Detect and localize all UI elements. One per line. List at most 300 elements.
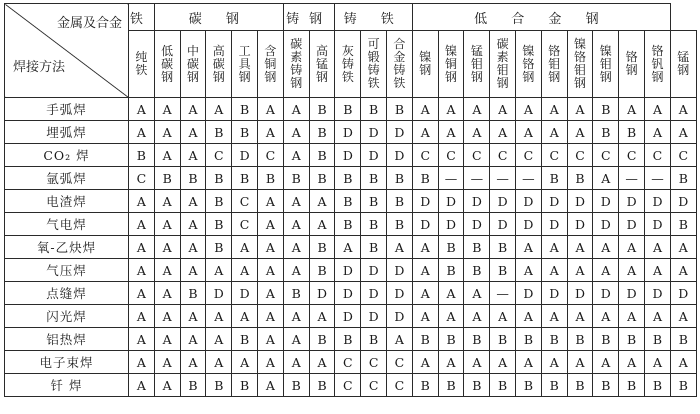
rating-cell: B <box>464 374 490 397</box>
rating-cell: C <box>361 374 387 397</box>
corner-metals-label: 金属及合金 <box>56 16 122 31</box>
rating-cell: A <box>387 236 413 259</box>
rating-cell: A <box>541 121 567 144</box>
rating-cell: — <box>619 167 645 190</box>
rating-cell: A <box>206 351 232 374</box>
rating-cell: A <box>283 351 309 374</box>
rating-cell: A <box>593 167 619 190</box>
column-header-label: 镍钢 <box>419 50 432 77</box>
rating-cell: B <box>232 121 258 144</box>
rating-cell: A <box>670 236 696 259</box>
rating-cell: B <box>412 328 438 351</box>
rating-cell: A <box>516 305 542 328</box>
rating-cell: D <box>567 190 593 213</box>
rating-cell: A <box>283 328 309 351</box>
rating-cell: A <box>490 305 516 328</box>
rating-cell: C <box>335 374 361 397</box>
rating-cell: D <box>516 213 542 236</box>
rating-cell: A <box>154 236 180 259</box>
rating-cell: A <box>490 351 516 374</box>
rating-cell: A <box>670 305 696 328</box>
rating-cell: A <box>257 236 283 259</box>
column-header <box>490 31 516 98</box>
column-header <box>541 31 567 98</box>
column-header <box>206 31 232 98</box>
rating-cell: A <box>619 351 645 374</box>
rating-cell: B <box>593 374 619 397</box>
corner-header <box>5 4 129 98</box>
welding-method-label: 电子束焊 <box>5 351 129 374</box>
rating-cell: B <box>361 328 387 351</box>
rating-cell: B <box>232 328 258 351</box>
table-row <box>5 144 697 167</box>
rating-cell: A <box>232 259 258 282</box>
rating-cell: A <box>206 305 232 328</box>
rating-cell: A <box>619 236 645 259</box>
rating-cell: B <box>361 167 387 190</box>
group-header: 碳 钢 <box>154 4 283 31</box>
rating-cell: A <box>129 351 155 374</box>
table-row <box>5 328 697 351</box>
table-row <box>5 305 697 328</box>
rating-cell: D <box>335 305 361 328</box>
rating-cell: B <box>232 374 258 397</box>
rating-cell: A <box>438 351 464 374</box>
column-header <box>309 31 335 98</box>
column-header-label: 镍铜钢 <box>445 43 458 84</box>
rating-cell: B <box>206 190 232 213</box>
rating-cell: B <box>309 328 335 351</box>
rating-cell: B <box>619 121 645 144</box>
rating-cell: A <box>516 121 542 144</box>
rating-cell: A <box>180 259 206 282</box>
rating-cell: A <box>154 351 180 374</box>
rating-cell: A <box>567 121 593 144</box>
rating-cell: D <box>361 144 387 167</box>
rating-cell: A <box>129 259 155 282</box>
rating-cell: A <box>438 121 464 144</box>
rating-cell: A <box>180 144 206 167</box>
rating-cell: B <box>593 98 619 121</box>
rating-cell: A <box>490 121 516 144</box>
rating-cell: A <box>541 351 567 374</box>
rating-cell: B <box>670 167 696 190</box>
column-header-label: 镍钼钢 <box>599 43 612 84</box>
rating-cell: B <box>180 374 206 397</box>
rating-cell: B <box>593 328 619 351</box>
table-row <box>5 236 697 259</box>
rating-cell: B <box>361 98 387 121</box>
rating-cell: A <box>516 351 542 374</box>
column-header <box>257 31 283 98</box>
rating-cell: B <box>438 236 464 259</box>
column-header <box>180 31 206 98</box>
rating-cell: A <box>129 328 155 351</box>
welding-method-label: 手弧焊 <box>5 98 129 121</box>
rating-cell: A <box>257 190 283 213</box>
rating-cell: — <box>490 167 516 190</box>
rating-cell: A <box>335 236 361 259</box>
table-row <box>5 121 697 144</box>
rating-cell: A <box>541 236 567 259</box>
rating-cell: A <box>154 98 180 121</box>
rating-cell: A <box>464 305 490 328</box>
group-header: 铁 <box>129 4 155 31</box>
rating-cell: B <box>645 374 671 397</box>
rating-cell: B <box>309 259 335 282</box>
rating-cell: B <box>180 282 206 305</box>
rating-cell: B <box>593 121 619 144</box>
rating-cell: D <box>541 213 567 236</box>
rating-cell: A <box>129 190 155 213</box>
rating-cell: B <box>361 236 387 259</box>
rating-cell: B <box>541 374 567 397</box>
rating-cell: A <box>257 305 283 328</box>
rating-cell: A <box>154 282 180 305</box>
rating-cell: A <box>257 351 283 374</box>
rating-cell: A <box>129 282 155 305</box>
rating-cell: A <box>541 305 567 328</box>
rating-cell: B <box>361 213 387 236</box>
rating-cell: A <box>232 305 258 328</box>
column-header-label: 碳素铸钢 <box>290 37 303 90</box>
rating-cell: C <box>206 144 232 167</box>
table-row <box>5 213 697 236</box>
rating-cell: — <box>516 167 542 190</box>
rating-cell: A <box>464 121 490 144</box>
rating-cell: B <box>464 259 490 282</box>
column-header-label: 锰钼钢 <box>470 43 483 84</box>
rating-cell: D <box>412 190 438 213</box>
rating-cell: D <box>593 213 619 236</box>
rating-cell: A <box>309 351 335 374</box>
column-header <box>283 31 309 98</box>
rating-cell: A <box>283 259 309 282</box>
rating-cell: A <box>283 213 309 236</box>
table-row <box>5 282 697 305</box>
column-header <box>129 31 155 98</box>
rating-cell: B <box>412 374 438 397</box>
rating-cell: A <box>619 305 645 328</box>
rating-cell: — <box>490 282 516 305</box>
rating-cell: A <box>180 190 206 213</box>
group-header: 铸钢 <box>283 4 335 31</box>
rating-cell: C <box>645 144 671 167</box>
rating-cell: D <box>670 190 696 213</box>
rating-cell: C <box>464 144 490 167</box>
rating-cell: D <box>387 121 413 144</box>
rating-cell: A <box>309 213 335 236</box>
rating-cell: D <box>541 190 567 213</box>
column-header <box>361 31 387 98</box>
column-header-label: 低碳钢 <box>161 43 174 84</box>
rating-cell: A <box>412 98 438 121</box>
rating-cell: C <box>567 144 593 167</box>
column-header-label: 铬钼钢 <box>548 43 561 84</box>
rating-cell: A <box>129 305 155 328</box>
rating-cell: B <box>387 190 413 213</box>
rating-cell: A <box>129 236 155 259</box>
column-header-label: 可锻铸铁 <box>367 37 380 90</box>
rating-cell: B <box>412 167 438 190</box>
rating-cell: B <box>670 213 696 236</box>
rating-cell: A <box>180 328 206 351</box>
rating-cell: A <box>567 351 593 374</box>
rating-cell: A <box>387 328 413 351</box>
rating-cell: D <box>645 190 671 213</box>
rating-cell: D <box>361 282 387 305</box>
rating-cell: D <box>335 121 361 144</box>
rating-cell: A <box>283 305 309 328</box>
column-header <box>593 31 619 98</box>
rating-cell: B <box>335 213 361 236</box>
rating-cell: A <box>541 259 567 282</box>
rating-cell: A <box>154 328 180 351</box>
rating-cell: D <box>464 190 490 213</box>
rating-cell: A <box>619 98 645 121</box>
rating-cell: D <box>567 213 593 236</box>
column-header <box>619 31 645 98</box>
rating-cell: C <box>232 190 258 213</box>
rating-cell: D <box>232 282 258 305</box>
rating-cell: B <box>283 282 309 305</box>
rating-cell: A <box>670 351 696 374</box>
rating-cell: B <box>335 167 361 190</box>
rating-cell: A <box>257 98 283 121</box>
table-row <box>5 351 697 374</box>
column-header-label: 锰钢 <box>677 50 690 77</box>
rating-cell: A <box>180 213 206 236</box>
rating-cell: A <box>593 305 619 328</box>
rating-cell: A <box>257 259 283 282</box>
rating-cell: A <box>283 190 309 213</box>
rating-cell: C <box>619 144 645 167</box>
column-header-label: 高碳钢 <box>212 43 225 84</box>
rating-cell: B <box>387 98 413 121</box>
rating-cell: D <box>361 305 387 328</box>
rating-cell: B <box>361 190 387 213</box>
table-body <box>5 98 697 397</box>
column-header <box>154 31 180 98</box>
rating-cell: A <box>129 213 155 236</box>
rating-cell: A <box>180 305 206 328</box>
rating-cell: D <box>516 282 542 305</box>
rating-cell: B <box>670 374 696 397</box>
rating-cell: A <box>670 121 696 144</box>
rating-cell: A <box>180 236 206 259</box>
rating-cell: A <box>438 98 464 121</box>
rating-cell: C <box>129 167 155 190</box>
rating-cell: A <box>645 305 671 328</box>
column-header <box>387 31 413 98</box>
rating-cell: A <box>257 374 283 397</box>
rating-cell: C <box>361 351 387 374</box>
rating-cell: A <box>412 351 438 374</box>
column-header <box>464 31 490 98</box>
column-header-label: 含铜钢 <box>264 43 277 84</box>
rating-cell: D <box>645 282 671 305</box>
rating-cell: D <box>412 213 438 236</box>
rating-cell: B <box>645 328 671 351</box>
column-header <box>232 31 258 98</box>
rating-cell: A <box>670 259 696 282</box>
rating-cell: A <box>257 213 283 236</box>
rating-cell: B <box>438 328 464 351</box>
column-header-label: 纯铁 <box>135 50 148 77</box>
rating-cell: B <box>283 374 309 397</box>
rating-cell: D <box>387 305 413 328</box>
column-header <box>335 31 361 98</box>
rating-cell: A <box>129 98 155 121</box>
welding-method-label: 铝热焊 <box>5 328 129 351</box>
rating-cell: A <box>129 121 155 144</box>
rating-cell: A <box>645 351 671 374</box>
rating-cell: D <box>541 282 567 305</box>
group-header: 铸 铁 <box>335 4 412 31</box>
welding-method-label: 闪光焊 <box>5 305 129 328</box>
rating-cell: A <box>567 98 593 121</box>
rating-cell: A <box>567 259 593 282</box>
welding-method-label: 气压焊 <box>5 259 129 282</box>
rating-cell: D <box>361 259 387 282</box>
rating-cell: B <box>387 213 413 236</box>
rating-cell: B <box>541 328 567 351</box>
rating-cell: A <box>283 98 309 121</box>
welding-method-label: 埋弧焊 <box>5 121 129 144</box>
column-header-label: 碳素钼钢 <box>496 37 509 90</box>
rating-cell: A <box>412 259 438 282</box>
rating-cell: A <box>645 121 671 144</box>
table-row <box>5 98 697 121</box>
rating-cell: D <box>361 121 387 144</box>
rating-cell: B <box>567 167 593 190</box>
rating-cell: D <box>619 190 645 213</box>
column-header-label: 镍铬钼钢 <box>574 37 587 90</box>
weldability-table <box>4 3 697 397</box>
rating-cell: D <box>387 144 413 167</box>
rating-cell: D <box>464 213 490 236</box>
rating-cell: A <box>154 144 180 167</box>
table-row <box>5 374 697 397</box>
rating-cell: C <box>670 144 696 167</box>
rating-cell: A <box>593 351 619 374</box>
welding-method-label: 钎 焊 <box>5 374 129 397</box>
welding-method-label: 气电焊 <box>5 213 129 236</box>
rating-cell: B <box>309 236 335 259</box>
rating-cell: B <box>438 259 464 282</box>
column-header-label: 灰铸铁 <box>341 43 354 84</box>
rating-cell: B <box>335 190 361 213</box>
rating-cell: C <box>387 374 413 397</box>
rating-cell: C <box>387 351 413 374</box>
rating-cell: A <box>154 190 180 213</box>
rating-cell: B <box>490 259 516 282</box>
rating-cell: B <box>129 144 155 167</box>
rating-cell: B <box>567 328 593 351</box>
column-header <box>645 31 671 98</box>
rating-cell: B <box>670 328 696 351</box>
rating-cell: B <box>309 374 335 397</box>
rating-cell: B <box>490 328 516 351</box>
rating-cell: A <box>464 351 490 374</box>
rating-cell: A <box>257 282 283 305</box>
rating-cell: A <box>645 98 671 121</box>
rating-cell: A <box>283 121 309 144</box>
rating-cell: A <box>412 121 438 144</box>
column-header <box>670 31 696 98</box>
column-header-label: 工具钢 <box>238 43 251 84</box>
rating-cell: A <box>154 121 180 144</box>
column-header-label: 合金铸铁 <box>393 37 406 90</box>
rating-cell: — <box>464 167 490 190</box>
rating-cell: A <box>309 305 335 328</box>
rating-cell: A <box>309 190 335 213</box>
rating-cell: A <box>438 282 464 305</box>
rating-cell: — <box>645 167 671 190</box>
rating-cell: A <box>232 351 258 374</box>
rating-cell: A <box>516 259 542 282</box>
welding-method-label: 氩弧焊 <box>5 167 129 190</box>
rating-cell: D <box>567 282 593 305</box>
column-header-label: 高锰钢 <box>316 43 329 84</box>
rating-cell: C <box>257 144 283 167</box>
rating-cell: D <box>232 144 258 167</box>
rating-cell: A <box>541 98 567 121</box>
rating-cell: A <box>257 121 283 144</box>
rating-cell: A <box>412 236 438 259</box>
rating-cell: B <box>154 167 180 190</box>
rating-cell: A <box>567 236 593 259</box>
rating-cell: D <box>438 213 464 236</box>
rating-cell: A <box>129 374 155 397</box>
rating-cell: B <box>232 167 258 190</box>
rating-cell: B <box>232 98 258 121</box>
rating-cell: B <box>309 121 335 144</box>
rating-cell: D <box>490 213 516 236</box>
rating-cell: D <box>335 144 361 167</box>
rating-cell: C <box>232 213 258 236</box>
rating-cell: B <box>516 374 542 397</box>
table-row <box>5 259 697 282</box>
rating-cell: A <box>645 236 671 259</box>
column-header <box>516 31 542 98</box>
rating-cell: A <box>438 305 464 328</box>
rating-cell: B <box>206 167 232 190</box>
rating-cell: B <box>206 374 232 397</box>
rating-cell: A <box>154 374 180 397</box>
rating-cell: A <box>154 213 180 236</box>
rating-cell: C <box>335 351 361 374</box>
rating-cell: A <box>154 259 180 282</box>
rating-cell: D <box>619 282 645 305</box>
rating-cell: B <box>490 236 516 259</box>
rating-cell: C <box>516 144 542 167</box>
column-header-label: 镍铬钢 <box>522 43 535 84</box>
rating-cell: A <box>464 98 490 121</box>
rating-cell: D <box>645 213 671 236</box>
rating-cell: C <box>438 144 464 167</box>
rating-cell: D <box>593 282 619 305</box>
rating-cell: B <box>206 236 232 259</box>
rating-cell: — <box>438 167 464 190</box>
rating-cell: A <box>154 305 180 328</box>
rating-cell: A <box>567 305 593 328</box>
rating-cell: C <box>412 144 438 167</box>
rating-cell: B <box>309 98 335 121</box>
rating-cell: A <box>490 98 516 121</box>
rating-cell: B <box>335 98 361 121</box>
rating-cell: B <box>619 374 645 397</box>
